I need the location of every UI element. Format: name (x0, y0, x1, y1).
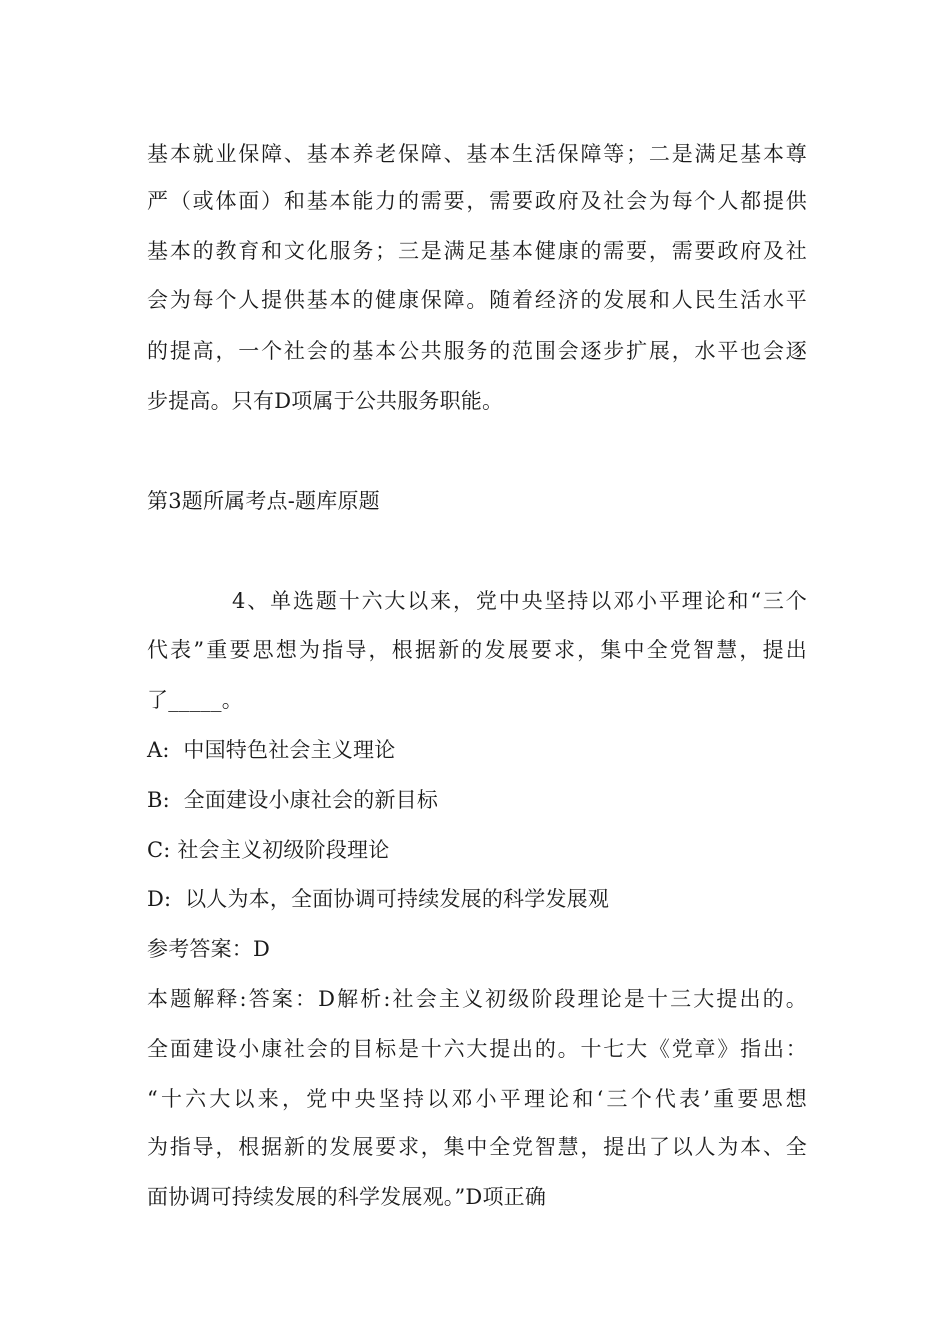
q3-knowledge-point: 第3题所属考点-题库原题 (147, 489, 380, 513)
explanation-line: 全面建设小康社会的目标是十六大提出的。十七大《党章》指出： (147, 1037, 807, 1061)
explanation-line: 本题解释:答案：D解析:社会主义初级阶段理论是十三大提出的。 (147, 987, 807, 1011)
q4-stem-line: 4、单选题十六大以来，党中央坚持以邓小平理论和“三个 (232, 589, 807, 613)
reference-answer: 参考答案：D (147, 937, 271, 961)
paragraph-line: 基本就业保障、基本养老保障、基本生活保障等；二是满足基本尊 (147, 142, 807, 166)
option-a: A: 中国特色社会主义理论 (147, 738, 396, 762)
q4-stem-line: 了_____。 (147, 688, 243, 712)
explanation-line: 为指导，根据新的发展要求，集中全党智慧，提出了以人为本、全 (147, 1135, 807, 1159)
option-d: D: 以人为本，全面协调可持续发展的科学发展观 (147, 887, 610, 911)
explanation-line: “十六大以来，党中央坚持以邓小平理论和‘三个代表’重要思想 (147, 1087, 807, 1111)
paragraph-line: 会为每个人提供基本的健康保障。随着经济的发展和人民生活水平 (147, 288, 807, 312)
option-b: B: 全面建设小康社会的新目标 (147, 788, 439, 812)
paragraph-line: 基本的教育和文化服务；三是满足基本健康的需要，需要政府及社 (147, 239, 807, 263)
paragraph-line: 严（或体面）和基本能力的需要，需要政府及社会为每个人都提供 (147, 189, 807, 213)
explanation-line: 面协调可持续发展的科学发展观。”D项正确 (147, 1185, 547, 1209)
q4-stem-line: 代表”重要思想为指导，根据新的发展要求，集中全党智慧，提出 (147, 638, 807, 662)
option-c: C: 社会主义初级阶段理论 (147, 838, 390, 862)
paragraph-line: 的提高，一个社会的基本公共服务的范围会逐步扩展，水平也会逐 (147, 339, 807, 363)
paragraph-line: 步提高。只有D项属于公共服务职能。 (147, 389, 504, 413)
